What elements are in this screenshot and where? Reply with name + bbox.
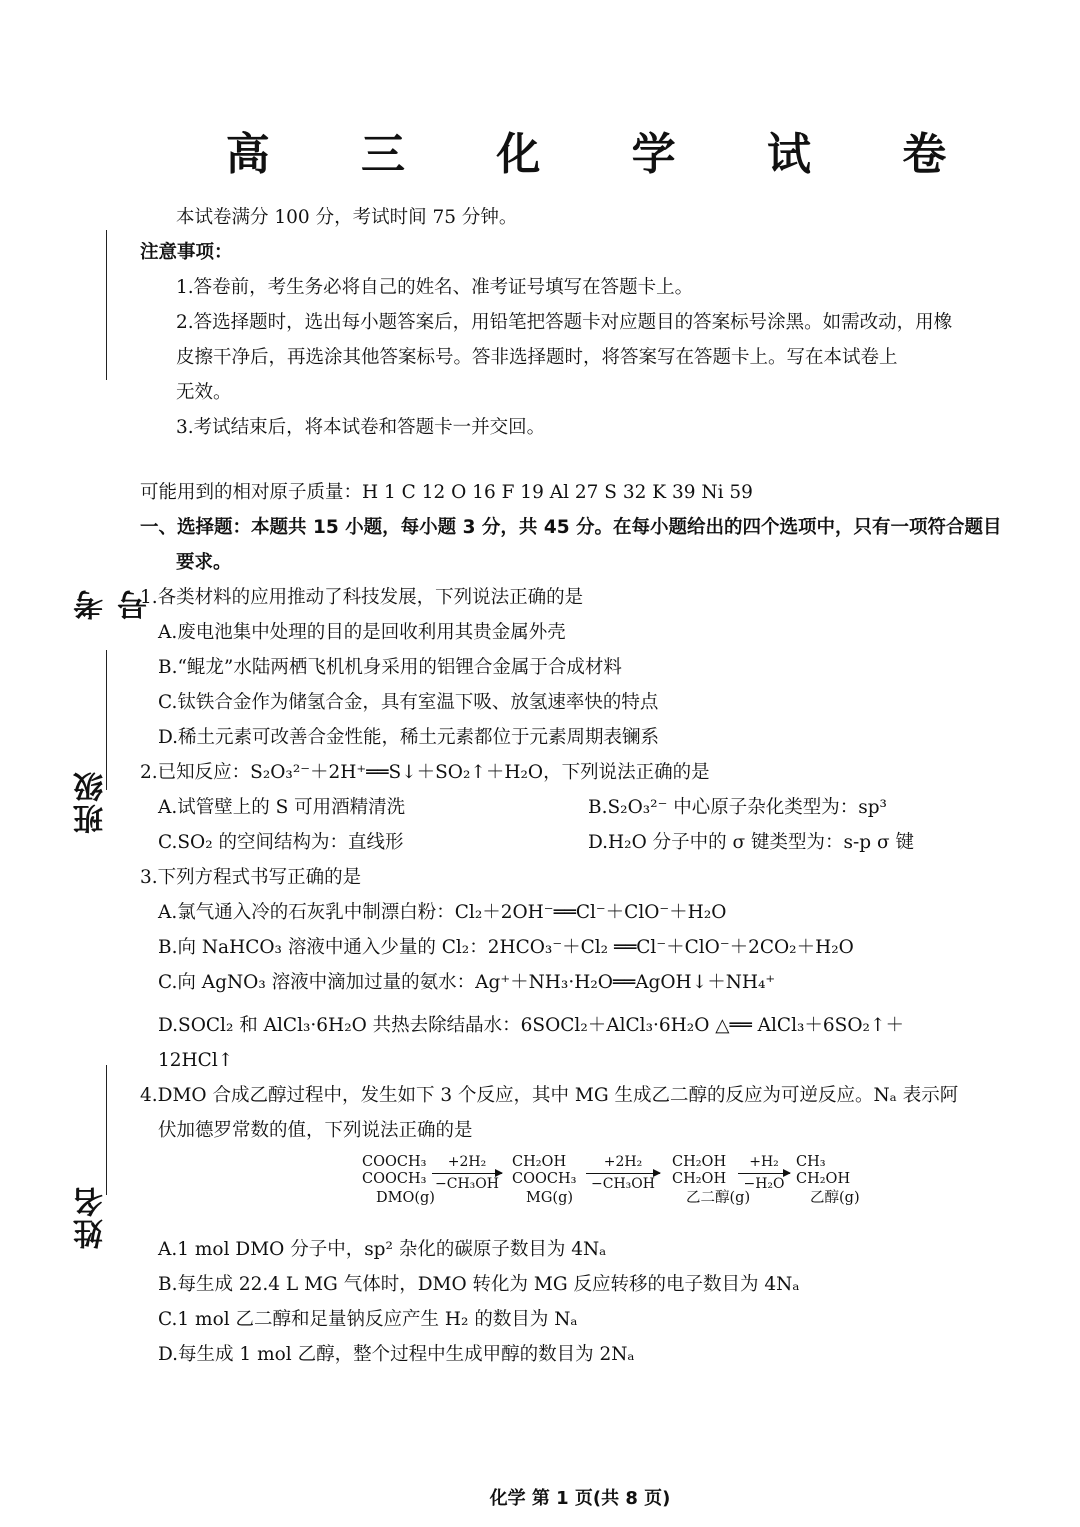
arrow-3-reagent: +H₂ [749,1154,779,1170]
question-1-option-c: C.钛铁合金作为储氢合金，具有室温下吸、放氢速率快的特点 [158,692,659,713]
eg-name: 乙二醇(g) [686,1190,751,1206]
arrow-3-byproduct: −H₂O [743,1176,785,1192]
question-3-option-d: D.SOCl₂ 和 AlCl₃·6H₂O 共热去除结晶水：6SOCl₂＋AlCl₃·6H₂O △══ AlCl₃＋6SO₂↑＋ [158,1015,904,1036]
name-label: 姓名 [74,1185,109,1249]
exam-number-label: 考号 [74,588,153,620]
mg-top-group: CH₂OH [512,1154,567,1170]
question-4-stem-cont: 伏加德罗常数的值，下列说法正确的是 [158,1120,473,1141]
question-4-option-a: A.1 mol DMO 分子中，sp² 杂化的碳原子数目为 4Nₐ [158,1239,607,1260]
notice-item: 皮擦干净后，再选涂其他答案标号。答非选择题时，将答案写在答题卡上。写在本试卷上 [176,347,898,368]
notice-item: 2.答选择题时，选出每小题答案后，用铅笔把答题卡对应题目的答案标号涂黑。如需改动，用橡 [176,312,953,333]
arrow-1-reagent: +2H₂ [447,1154,487,1170]
question-1-option-b: B.“鲲龙”水陆两栖飞机机身采用的铝锂合金属于合成材料 [158,657,622,678]
spacer [140,445,1060,475]
arrow-2-byproduct: −CH₃OH [591,1176,655,1192]
mg-name: MG(g) [526,1190,574,1206]
ethanol-name: 乙醇(g) [810,1190,860,1206]
page-footer: 化学 第 1 页(共 8 页) [489,1488,671,1509]
arrow-2-shaft [586,1173,660,1174]
name-line [106,1065,107,1195]
mg-bottom-group: COOCH₃ [512,1171,577,1187]
class-line [106,650,107,790]
class-label: 班级 [74,770,109,834]
reaction-arrow-2 [586,1154,660,1193]
question-2-options-row2 [140,825,1060,860]
exam-number-field [62,230,153,620]
dmo-bottom-group: COOCH₃ [362,1171,427,1187]
question-4-option-b: B.每生成 22.4 L MG 气体时，DMO 转化为 MG 反应转移的电子数目为 4Nₐ [158,1274,800,1295]
arrow-1-byproduct: −CH₃OH [435,1176,499,1192]
eg-top-group: CH₂OH [672,1154,727,1170]
eg-bottom-group: CH₂OH [672,1171,727,1187]
atomic-masses: 可能用到的相对原子质量：H 1 C 12 O 16 F 19 Al 27 S 32 K 39 Ni 59 [140,482,753,503]
notice-item: 1.答卷前，考生务必将自己的姓名、准考证号填写在答题卡上。 [176,277,694,298]
question-3-stem: 3.下列方程式书写正确的是 [140,867,362,888]
question-4-stem: 4.DMO 合成乙醇过程中，发生如下 3 个反应，其中 MG 生成乙二醇的反应为可逆反应。Nₐ 表示阿 [140,1085,959,1106]
question-3-option-b: B.向 NaHCO₃ 溶液中通入少量的 Cl₂：2HCO₃⁻＋Cl₂ ══Cl⁻＋ClO⁻＋2CO₂＋H₂O [158,937,854,958]
class-field [62,650,122,850]
exam-content [140,200,1060,1372]
arrow-2-reagent: +2H₂ [603,1154,643,1170]
question-1-stem: 1.各类材料的应用推动了科技发展，下列说法正确的是 [140,587,584,608]
question-2-option-b: B.S₂O₃²⁻ 中心原子杂化类型为：sp³ [588,797,887,818]
exam-number-line [106,230,107,380]
ethanol-structure [796,1154,860,1207]
name-field [62,1065,122,1265]
arrow-1-shaft [432,1173,502,1174]
dmo-structure [362,1154,435,1207]
notice-item: 无效。 [176,382,232,403]
question-2-option-d: D.H₂O 分子中的 σ 键类型为：s-p σ 键 [588,832,915,853]
question-3-option-c: C.向 AgNO₃ 溶液中滴加过量的氨水：Ag⁺＋NH₃·H₂O══AgOH↓＋NH₄⁺ [158,972,776,993]
question-1-option-d: D.稀土元素可改善合金性能，稀土元素都位于元素周期表镧系 [158,727,660,748]
reaction-arrow-1 [432,1154,502,1193]
dmo-top-group: COOCH₃ [362,1154,427,1170]
question-2-option-a: A.试管壁上的 S 可用酒精清洗 [158,797,406,818]
page-title: 高 三 化 学 试 卷 [225,129,985,180]
question-1-option-a: A.废电池集中处理的目的是回收利用其贵金属外壳 [158,622,566,643]
question-2-options-row1 [140,790,1060,825]
question-4-option-c: C.1 mol 乙二醇和足量钠反应产生 H₂ 的数目为 Nₐ [158,1309,578,1330]
section-heading-cont: 要求。 [176,552,232,573]
mg-structure [512,1154,576,1207]
notice-heading: 注意事项： [140,242,233,263]
arrow-3-shaft [738,1173,790,1174]
ethanol-top-group: CH₃ [796,1154,826,1170]
section-heading: 一、选择题：本题共 15 小题，每小题 3 分，共 45 分。在每小题给出的四个选项中，只有一项符合题目 [140,517,1002,538]
intro-text: 本试卷满分 100 分，考试时间 75 分钟。 [176,207,518,228]
question-3-option-a: A.氯气通入冷的石灰乳中制漂白粉：Cl₂＋2OH⁻══Cl⁻＋ClO⁻＋H₂O [158,902,727,923]
reaction-scheme [140,1154,1060,1226]
question-2-stem: 2.已知反应：S₂O₃²⁻＋2H⁺══S↓＋SO₂↑＋H₂O，下列说法正确的是 [140,762,710,783]
question-2-option-c: C.SO₂ 的空间结构为：直线形 [158,832,404,853]
ethanol-bottom-group: CH₂OH [796,1171,851,1187]
question-4-option-d: D.每生成 1 mol 乙醇，整个过程中生成甲醇的数目为 2Nₐ [158,1344,635,1365]
reaction-arrow-3 [738,1154,790,1193]
question-3-option-d-cont: 12HCl↑ [158,1050,234,1071]
dmo-name: DMO(g) [376,1190,435,1206]
notice-item: 3.考试结束后，将本试卷和答题卡一并交回。 [176,417,546,438]
